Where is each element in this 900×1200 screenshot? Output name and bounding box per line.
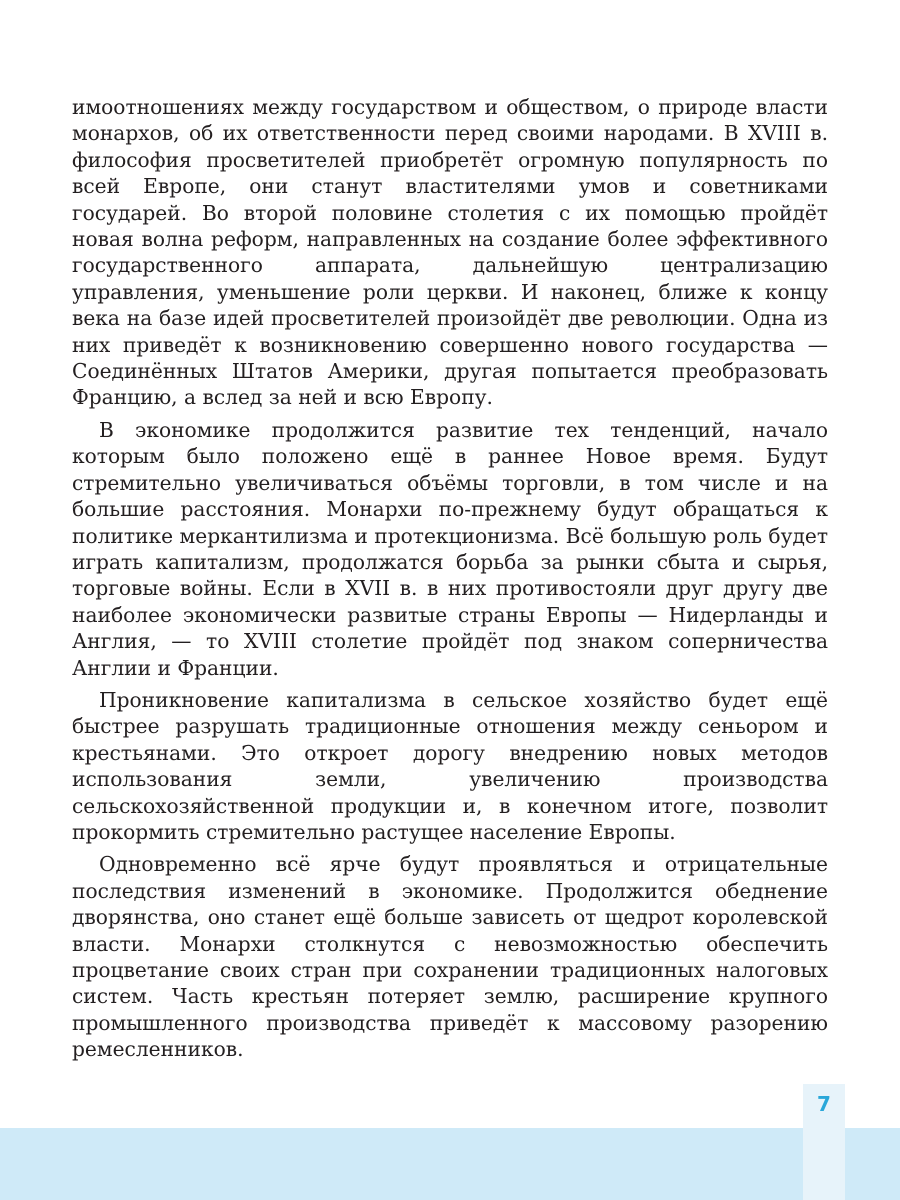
page-number: 7 <box>817 1092 831 1116</box>
footer-band <box>0 1128 900 1200</box>
paragraph-3: Проникновение капитализма в сельское хозяйство будет ещё быстрее разрушать традиционные отношения между сеньором и крестьянами. Это откроет дорогу внедрению новых методов использования земли, увеличению производства сельскохозяйственной продукции и, в конечном итоге, позволит прокормить стремительно растущее население Европы. <box>72 687 828 844</box>
paragraph-4: Одновременно всё ярче будут проявляться и отрицательные последствия изменений в экономике. Продолжится обеднение дворянства, оно станет ещё больше зависеть от щедрот королевской власти. Монархи столкнутся с невозможностью обеспечить процветание своих стран при сохранении традиционных налоговых систем. Часть крестьян потеряет землю, расширение крупного промышленного производства приведёт к массовому разорению ремесленников. <box>72 852 828 1062</box>
paragraph-1: имоотношениях между государством и обществом, о природе власти монархов, об их ответственности перед своими народами. В XVIII в. философия просветителей приобретёт огромную популярность по всей Европе, они станут властителями умов и советниками государей. Во второй половине столетия с их помощью пройдёт новая волна реформ, направленных на создание более эффективного государственного аппарата, дальнейшую централизацию управления, уменьшение роли церкви. И наконец, ближе к концу века на базе идей просветителей произойдёт две революции. Одна из них приведёт к возникновению совершенно нового государства — Соединённых Штатов Америки, другая попытается преобразовать Францию, а вслед за ней и всю Европу. <box>72 95 828 410</box>
paragraph-2: В экономике продолжится развитие тех тенденций, начало которым было положено ещё в раннее Новое время. Будут стремительно увеличиваться объёмы торговли, в том числе и на большие расстояния. Монархи по-прежнему будут обращаться к политике меркантилизма и протекционизма. Всё большую роль будет играть капитализм, продолжатся борьба за рынки сбыта и сырья, торговые войны. Если в XVII в. в них противостояли друг другу две наиболее экономически развитые страны Европы — Нидерланды и Англия, — то XVIII столетие пройдёт под знаком соперничества Англии и Франции. <box>72 417 828 680</box>
page-body-text <box>72 94 828 1069</box>
page-number-tab <box>803 1084 845 1200</box>
